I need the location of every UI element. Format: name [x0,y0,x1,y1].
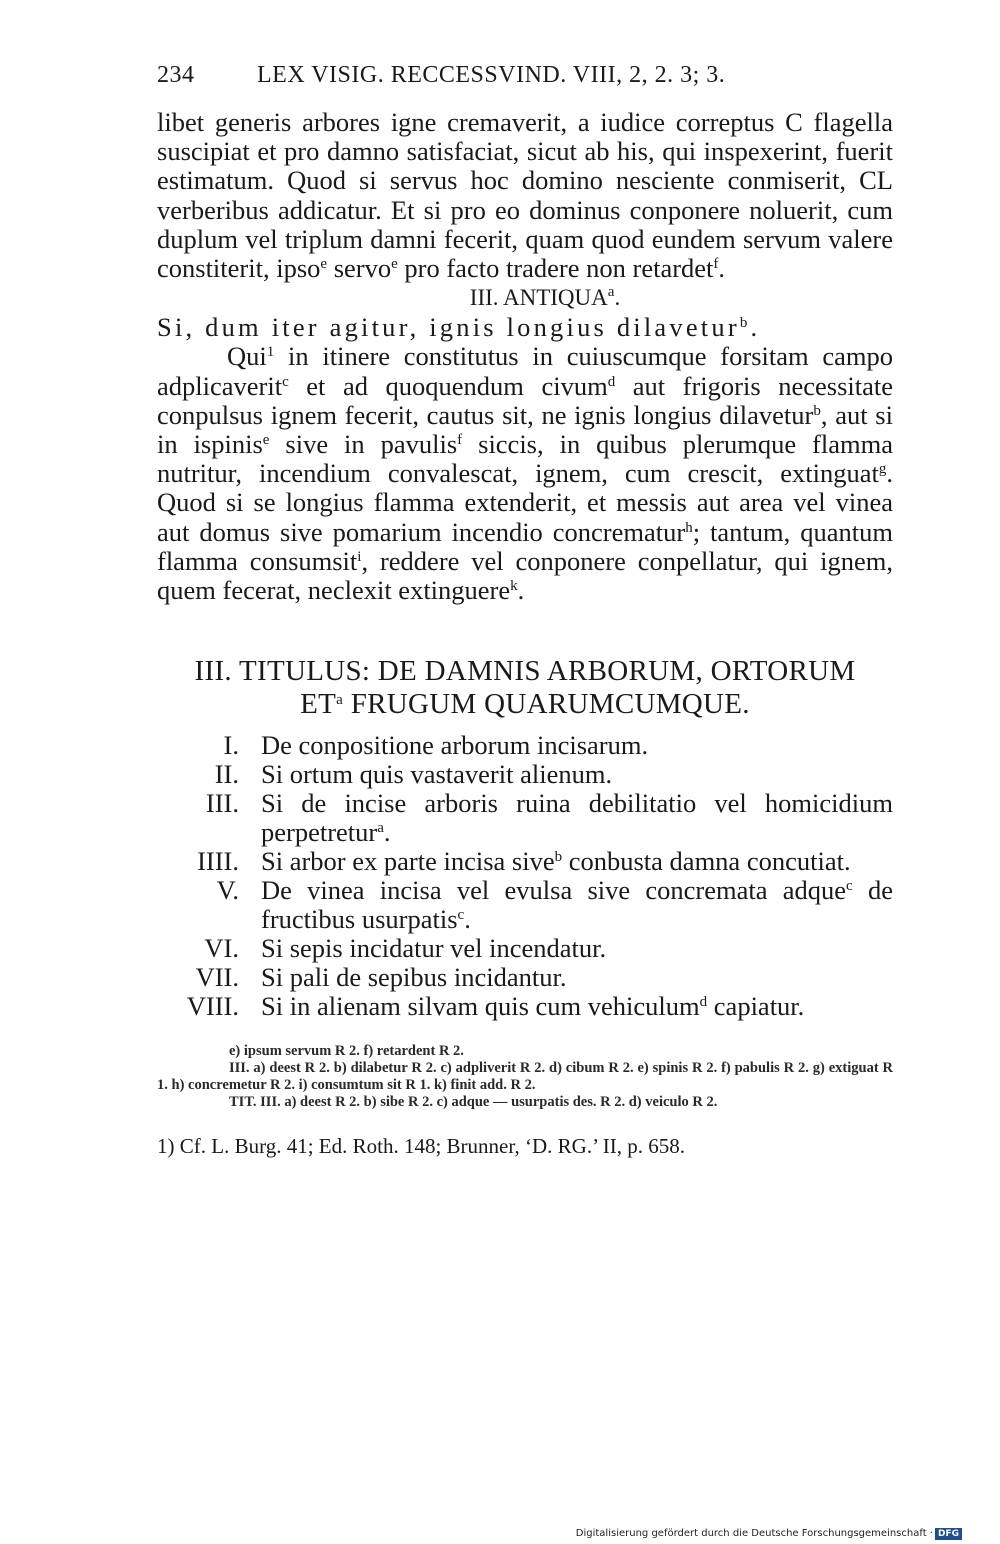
law-3-text: Qui$^1$ in itinere constitutus in cuiuscumque forsitam campo adplicaverit$^c$ et ad quoquendum civum$^d$ aut frigoris necessitate conpulsus ignem fecerit, cautus sit, ne ignis longius dilavetur$^b$, aut si in ispinis$^e$ sive in pavulis$^f$ siccis, in quibus plerumque flamma nutritur, incendium convalescat, ignem, cum crescit, extinguat$^g$. Quod si se longius flamma extenderit, et messis aut area vel vinea aut domus sive pomarium incendio concrematur$^h$; tantum, quantum flamma consumsit$^i$, reddere vel conponere conpellatur, qui ignem, quem fecerat, neclexit extinguere$^k$. [157,341,893,606]
critical-apparatus [157,1043,893,1111]
apparatus-note: e) ipsum servum R 2. f) retardent R 2. [229,1043,464,1060]
digitization-credit: Digitalisierung gefördert durch die Deutsche Forschungsgemeinschaft · DFG [576,1528,962,1540]
list-item: VIII. Si in alienam silvam quis cum vehiculum$^d$ capiatur. [186,991,805,1022]
list-item: II. Si ortum quis vastaverit alienum. [214,759,613,790]
page-number: 234 [157,62,195,88]
list-item: VI. Si sepis incidatur vel incendatur. [204,933,607,964]
list-item: III. Si de incise arboris ruina debilitatio vel homicidium perpetretur$^a$. [205,788,893,848]
running-title: LEX VISIG. RECCESSVIND. VIII, 2, 2. 3; 3. [257,62,726,88]
footnote: 1) Cf. L. Burg. 41; Ed. Roth. 148; Brunner, ‘D. RG.’ II, p. 658. [157,1134,686,1159]
chapter-list [157,731,893,1021]
list-item: V. De vinea incisa vel evulsa sive concremata adque$^c$ de fructibus usurpatis$^c$. [216,875,893,935]
apparatus-note: TIT. III. a) deest R 2. b) sibe R 2. c) adque — usurpatis des. R 2. d) veiculo R 2. [229,1094,718,1111]
list-item: IIII. Si arbor ex parte incisa sive$^b$ conbusta damna concutiat. [197,846,851,877]
apparatus-note: III. a) deest R 2. b) dilabetur R 2. c) adpliverit R 2. d) cibum R 2. e) spinis R 2. f) pabulis R 2. g) extiguat R 1. h) concremetur R 2. i) consumtum sit R 1. k) finit add. R 2. [157,1060,893,1094]
law-3-heading: III. ANTIQUA$^a$. [469,284,621,311]
titulus-heading: III. TITULUS: DE DAMNIS ARBORUM, ORTORUM $ET^a$ FRUGUM QUARUMCUMQUE. [194,655,856,721]
list-item: I. De conpositione arborum incisarum. [223,730,649,761]
law-3 [157,313,893,605]
dfg-logo: DFG [935,1528,962,1540]
running-header [157,62,893,108]
page [157,62,893,1159]
list-item: VII. Si pali de sepibus incidantur. [195,962,567,993]
law-2-continuation: libet generis arbores igne cremaverit, a iudice correptus C flagella suscipiat et pro damno satisfaciat, sicut ab his, qui inspexerint, fuerit estimatum. Quod si servus hoc domino nesciente conmiserit, CL verberibus addicatur. Et si pro eo dominus conponere noluerit, cum duplum vel triplum damni fecerit, quam quod eundem servum valere constiterit, ipso$^e$ servo$^e$ pro facto tradere non retardet$^f$. [157,107,893,284]
law-3-rubric: Si, dum iter agitur, ignis longius dilavetur$^b$. [157,312,761,343]
